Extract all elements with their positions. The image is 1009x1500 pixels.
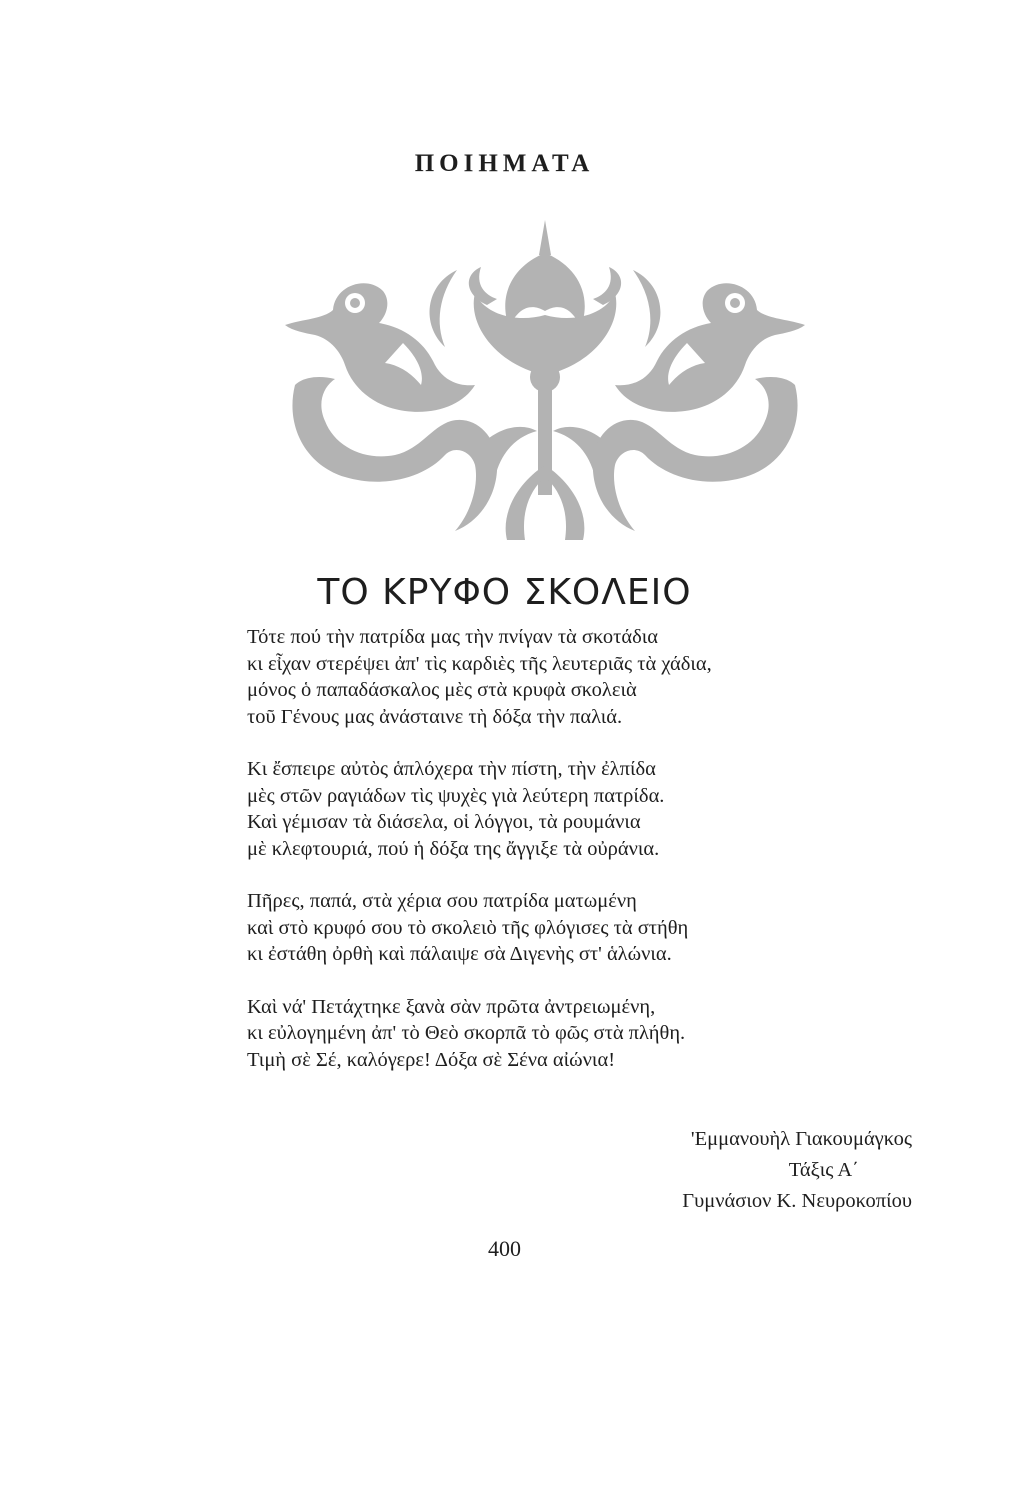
stanza-3 (247, 888, 947, 968)
poem-title: ΤΟ ΚΡΥΦΟ ΣΚΟΛΕΙΟ (317, 572, 692, 613)
author-class: Τάξις Α΄ (788, 1159, 859, 1181)
author-school: Γυμνάσιον Κ. Νευροκοπίου (682, 1190, 912, 1212)
poem-line: κι ἐστάθη ὀρθὴ καὶ πάλαιψε σὰ Διγενὴς στ' ἁλώνια. (247, 943, 672, 965)
poem-line: κι εἶχαν στερέψει ἀπ' τὶς καρδιὲς τῆς λευτεριᾶς τὰ χάδια, (247, 652, 712, 675)
poem-line: μὲς στῶν ραγιάδων τὶς ψυχὲς γιὰ λεύτερη πατρίδα. (247, 784, 665, 807)
poem-line: μὲ κλεφτουριά, πού ἡ δόξα της ἄγγιξε τὰ οὐράνια. (247, 837, 660, 860)
page-number: 400 (488, 1236, 521, 1261)
poem-line: Καὶ γέμισαν τὰ διάσελα, οἱ λόγγοι, τὰ ρουμάνια (247, 811, 641, 833)
stanza-2 (247, 756, 947, 862)
poem-line: κι εὐλογημένη ἀπ' τὸ Θεὸ σκορπᾶ τὸ φῶς στὰ πλήθη. (247, 1022, 686, 1044)
poem-body (247, 624, 947, 1099)
page-heading: ΠΟΙΗΜΑΤΑ (414, 150, 595, 177)
signature-block (682, 1124, 912, 1217)
poem-line: τοῦ Γένους μας ἀνάσταινε τὴ δόξα τὴν παλιά. (247, 705, 623, 728)
poem-line: καὶ στὸ κρυφό σου τὸ σκολειὸ τῆς φλόγισες τὰ στήθη (247, 916, 689, 939)
poem-line: Πῆρες, παπά, στὰ χέρια σου πατρίδα ματωμένη (247, 890, 637, 912)
poem-line: Τότε πού τὴν πατρίδα μας τὴν πνίγαν τὰ σκοτάδια (247, 626, 658, 648)
floral-birds-ornament-icon (275, 215, 815, 555)
poem-line: Καὶ νά' Πετάχτηκε ξανὰ σὰν πρῶτα ἀντρειωμένη, (247, 995, 656, 1018)
stanza-4 (247, 994, 947, 1074)
poem-line: Τιμὴ σὲ Σέ, καλόγερε! Δόξα σὲ Σένα αἰώνια! (247, 1048, 616, 1071)
author-name: 'Εμμανουὴλ Γιακουμάγκος (690, 1128, 912, 1150)
poem-line: μόνος ὁ παπαδάσκαλος μὲς στὰ κρυφὰ σκολειὰ (247, 679, 637, 701)
poem-line: Κι ἔσπειρε αὐτὸς ἁπλόχερα τὴν πίστη, τὴν ἐλπίδα (247, 758, 656, 780)
stanza-1 (247, 624, 947, 730)
